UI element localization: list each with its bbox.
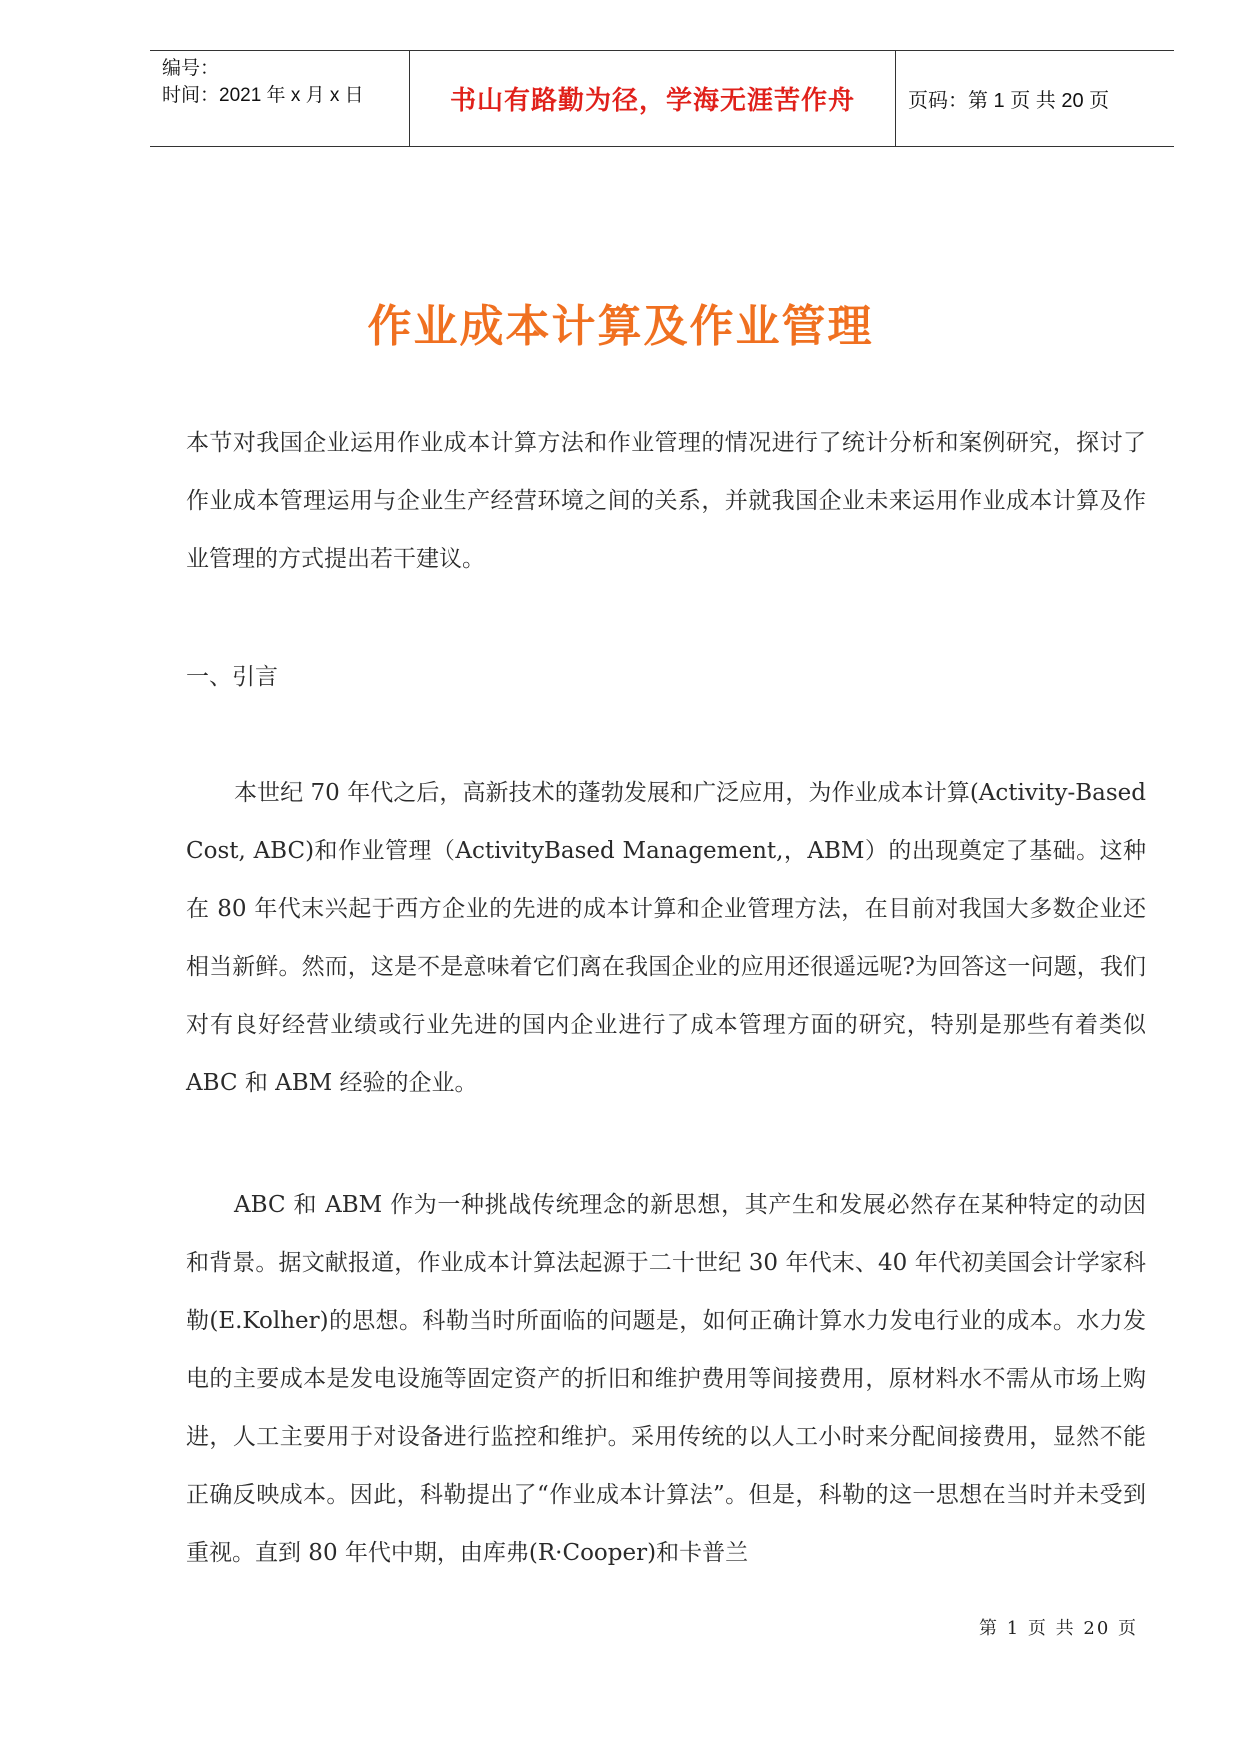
section-heading: 一、引言 xyxy=(186,664,278,690)
document-time-label: 时间：2021 年 x 月 x 日 xyxy=(162,85,364,106)
header-page-cell xyxy=(896,51,1174,146)
page-header xyxy=(150,50,1174,147)
header-motto-cell xyxy=(410,51,896,146)
abstract-paragraph: 本节对我国企业运用作业成本计算方法和作业管理的情况进行了统计分析和案例研究，探讨了作业成本管理运用与企业生产经营环境之间的关系，并就我国企业未来运用作业成本计算及作业管理的方式提出若干建议。 xyxy=(186,430,1146,572)
body-paragraph-1: 本世纪 70 年代之后，高新技术的蓬勃发展和广泛应用，为作业成本计算(Activity-Based Cost, ABC)和作业管理（ActivityBased Management,，ABM）的出现奠定了基础。这种在 80 年代末兴起于西方企业的先进的成本计算和企业管理方法，在目前对我国大多数企业还相当新鲜。然而，这是不是意味着它们离在我国企业的应用还很遥远呢?为回答这一问题，我们对有良好经营业绩或行业先进的国内企业进行了成本管理方面的研究，特别是那些有着类似 ABC 和 ABM 经验的企业。 xyxy=(186,780,1146,1096)
header-motto: 书山有路勤为径，学海无涯苦作舟 xyxy=(449,86,855,116)
document-title: 作业成本计算及作业管理 xyxy=(367,301,874,352)
page-footer: 第 1 页 共 20 页 xyxy=(979,1618,1138,1639)
header-meta-cell xyxy=(150,51,410,146)
header-page-info: 页码：第 1 页 共 20 页 xyxy=(908,90,1110,112)
document-number-label: 编号： xyxy=(162,58,220,79)
body-paragraph-2: ABC 和 ABM 作为一种挑战传统理念的新思想，其产生和发展必然存在某种特定的动因和背景。据文献报道，作业成本计算法起源于二十世纪 30 年代末、40 年代初美国会计学家科勒(E.Kolher)的思想。科勒当时所面临的问题是，如何正确计算水力发电行业的成本。水力发电的主要成本是发电设施等固定资产的折旧和维护费用等间接费用，原材料水不需从市场上购进，人工主要用于对设备进行监控和维护。采用传统的以人工小时来分配间接费用，显然不能正确反映成本。因此，科勒提出了“作业成本计算法”。但是，科勒的这一思想在当时并未受到重视。直到 80 年代中期，由库弗(R·Cooper)和卡普兰 xyxy=(186,1192,1146,1566)
